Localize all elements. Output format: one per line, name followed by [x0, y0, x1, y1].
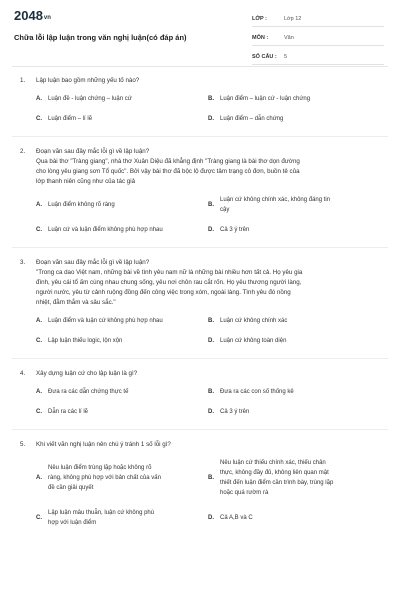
option-text — [48, 463, 208, 493]
answer-option[interactable] — [208, 316, 378, 326]
option-letter: B. — [208, 96, 214, 102]
answer-option[interactable] — [36, 387, 208, 397]
question-text — [14, 76, 386, 86]
option-letter: B. — [208, 202, 214, 208]
option-line: Luận cứ không chính xác — [220, 318, 288, 324]
answer-option[interactable] — [208, 407, 378, 417]
meta-value: Lớp 12 — [284, 16, 302, 22]
option-line: Dẫn ra các lí lẽ — [48, 409, 89, 415]
question-text — [14, 258, 386, 308]
option-line: thực, không đầy đủ, không liên quan mật — [220, 470, 329, 476]
option-line: Luận điểm và luận cứ không phù hợp nhau — [48, 318, 163, 324]
page-title: Chữa lỗi lập luận trong văn nghị luận(có đáp án) — [14, 33, 187, 42]
option-letter: B. — [208, 318, 214, 324]
answer-option[interactable] — [208, 114, 378, 124]
question-body — [36, 258, 386, 308]
answer-option[interactable] — [36, 225, 208, 235]
option-line: Đưa ra các dẫn chứng thực tế — [48, 389, 129, 395]
option-letter: D. — [208, 338, 214, 344]
answer-option[interactable] — [208, 508, 378, 528]
question-item — [14, 147, 386, 235]
question-spacer — [0, 430, 400, 440]
option-letter: C. — [36, 116, 42, 122]
option-letter: C. — [36, 338, 42, 344]
answer-option[interactable] — [208, 458, 378, 498]
meta-value: Văn — [284, 35, 294, 41]
option-line: Cả 3 ý trên — [220, 227, 250, 233]
option-text — [48, 94, 208, 104]
question-line: Khi viết văn nghị luận nên chú ý tránh 1 số lỗi gì? — [36, 441, 171, 448]
question-line: "Trong ca dao Việt nam, những bài về tình yêu nam nữ là những bài nhiều hơn tất cả. Họ yêu gia — [36, 269, 303, 276]
option-text — [48, 225, 208, 235]
meta-label: SỐ CÂU : — [252, 54, 277, 60]
option-text — [220, 513, 378, 523]
option-line: Nêu luận cứ thiếu chính xác, thiếu chân — [220, 460, 326, 466]
question-line: cho lòng yêu giang sơn Tổ quốc". Bởi vậy bài thơ đã bộc lộ được tâm trạng cô đơn, buồn tẻ của — [36, 168, 300, 175]
option-line: hoặc quá rườm rà — [220, 490, 269, 496]
option-letter: C. — [36, 227, 42, 233]
answer-option[interactable] — [208, 336, 378, 346]
question-text — [14, 440, 386, 450]
question-body — [36, 440, 386, 450]
quiz-meta — [252, 12, 384, 69]
option-text — [220, 195, 378, 215]
option-line: Đưa ra các con số thống kê — [220, 389, 294, 395]
question-text — [14, 147, 386, 187]
option-letter: B. — [208, 475, 214, 481]
logo-suffix: vn — [43, 15, 51, 21]
option-line: Cả A,B và C — [220, 515, 253, 521]
option-letter: A. — [36, 389, 42, 395]
answer-option[interactable] — [36, 316, 208, 326]
answer-option[interactable] — [36, 508, 208, 528]
site-logo[interactable] — [14, 8, 51, 23]
answer-options — [36, 387, 386, 417]
question-line: Lập luận bao gồm những yếu tố nào? — [36, 77, 140, 84]
question-spacer — [0, 359, 400, 369]
option-line: Luận cứ và luận điểm không phù hợp nhau — [48, 227, 163, 233]
answer-option[interactable] — [36, 195, 208, 215]
question-spacer — [0, 137, 400, 147]
option-letter: A. — [36, 475, 42, 481]
option-line: Luận điểm – dẫn chứng — [220, 116, 284, 122]
answer-option[interactable] — [36, 336, 208, 346]
option-text — [220, 387, 378, 397]
answer-option[interactable] — [208, 94, 378, 104]
option-line: Nêu luận điểm trùng lặp hoặc không rõ — [48, 465, 152, 471]
meta-row — [252, 31, 384, 46]
option-letter: C. — [36, 515, 42, 521]
meta-label: LỚP : — [252, 16, 267, 22]
question-line: Đoạn văn sau đây mắc lỗi gì về lập luận? — [36, 259, 150, 266]
answer-options — [36, 195, 386, 235]
answer-option[interactable] — [36, 458, 208, 498]
option-line: ràng, không phù hợp với bản chất của vấn — [48, 475, 161, 481]
question-number: 2. — [20, 148, 26, 155]
question-item — [14, 369, 386, 417]
option-letter: C. — [36, 409, 42, 415]
option-text — [220, 336, 378, 346]
option-text — [220, 114, 378, 124]
option-text — [48, 407, 208, 417]
option-letter: B. — [208, 389, 214, 395]
header-divider — [12, 66, 388, 67]
option-line: Luận đề - luận chứng – luận cứ — [48, 96, 132, 102]
meta-row — [252, 12, 384, 27]
question-line: Đoạn văn sau đây mắc lỗi gì về lập luận? — [36, 148, 150, 155]
option-text — [220, 225, 378, 235]
question-line: Qua bài thơ "Tràng giang", nhà thơ Xuân Diệu đã khẳng định "Tràng giang là bài thơ dọn đường — [36, 158, 300, 165]
option-text — [220, 316, 378, 326]
question-line: lớp thanh niên cũng như của tác giả — [36, 178, 136, 185]
option-text — [220, 407, 378, 417]
question-number: 4. — [20, 370, 26, 377]
option-line: đề cần giải quyết — [48, 485, 94, 491]
meta-label: MÔN : — [252, 35, 269, 41]
option-text — [48, 508, 208, 528]
question-line: Xây dựng luận cứ cho lập luận là gì? — [36, 370, 138, 377]
question-item — [14, 76, 386, 124]
option-line: Cả 3 ý trên — [220, 409, 250, 415]
question-item — [14, 258, 386, 346]
meta-value: 5 — [284, 54, 288, 60]
page-header — [0, 0, 400, 64]
option-letter: D. — [208, 409, 214, 415]
option-letter: A. — [36, 96, 42, 102]
option-letter: D. — [208, 116, 214, 122]
option-letter: A. — [36, 318, 42, 324]
question-number: 3. — [20, 259, 26, 266]
question-line: người nước, yêu từ cảnh ruộng đồng đến công việc trong xóm, ngoài làng. Tình yêu đó nồng — [36, 289, 291, 296]
answer-option[interactable] — [36, 94, 208, 104]
option-letter: D. — [208, 515, 214, 521]
option-text — [48, 200, 208, 210]
option-line: Lập luận mâu thuẫn, luận cứ không phù — [48, 510, 155, 516]
option-line: thiết đến luận điểm cần trình bày, trùng lặp — [220, 480, 334, 486]
question-number: 1. — [20, 77, 26, 84]
question-text — [14, 369, 386, 379]
question-body — [36, 76, 386, 86]
answer-option[interactable] — [208, 195, 378, 215]
meta-row — [252, 50, 384, 65]
option-line: cậy — [220, 207, 230, 213]
option-line: Luận cứ không chính xác, không đáng tin — [220, 197, 331, 203]
answer-option[interactable] — [36, 114, 208, 124]
answer-option[interactable] — [208, 225, 378, 235]
answer-options — [36, 316, 386, 346]
option-line: Luận điểm – lí lẽ — [48, 116, 93, 122]
option-text — [48, 114, 208, 124]
option-text — [48, 336, 208, 346]
option-text — [48, 387, 208, 397]
option-letter: D. — [208, 227, 214, 233]
answer-options — [36, 94, 386, 124]
option-line: Luận điểm không rõ ràng — [48, 202, 115, 208]
option-line: Lập luận thiếu logic, lộn xộn — [48, 338, 123, 344]
logo-text: 2048 — [14, 8, 43, 23]
question-body — [36, 369, 386, 379]
option-line: Luận điểm – luận cứ - luận chứng — [220, 96, 311, 102]
option-text — [220, 94, 378, 104]
question-line: đình, yêu cái tổ ấm cùng nhau chung sống, yêu nơi chôn rau cắt rốn. Họ yêu thương người làng, — [36, 279, 302, 286]
answer-option[interactable] — [36, 407, 208, 417]
question-line: nhiệt, đằm thắm và sâu sắc." — [36, 299, 116, 306]
question-number: 5. — [20, 441, 26, 448]
option-letter: A. — [36, 202, 42, 208]
question-body — [36, 147, 386, 187]
question-list — [0, 76, 400, 528]
option-line: hợp với luận điểm — [48, 520, 97, 526]
option-line: Luận cứ không toàn diện — [220, 338, 287, 344]
option-text — [220, 458, 378, 498]
question-item — [14, 440, 386, 528]
question-spacer — [0, 248, 400, 258]
answer-options — [36, 458, 386, 528]
option-text — [48, 316, 208, 326]
answer-option[interactable] — [208, 387, 378, 397]
